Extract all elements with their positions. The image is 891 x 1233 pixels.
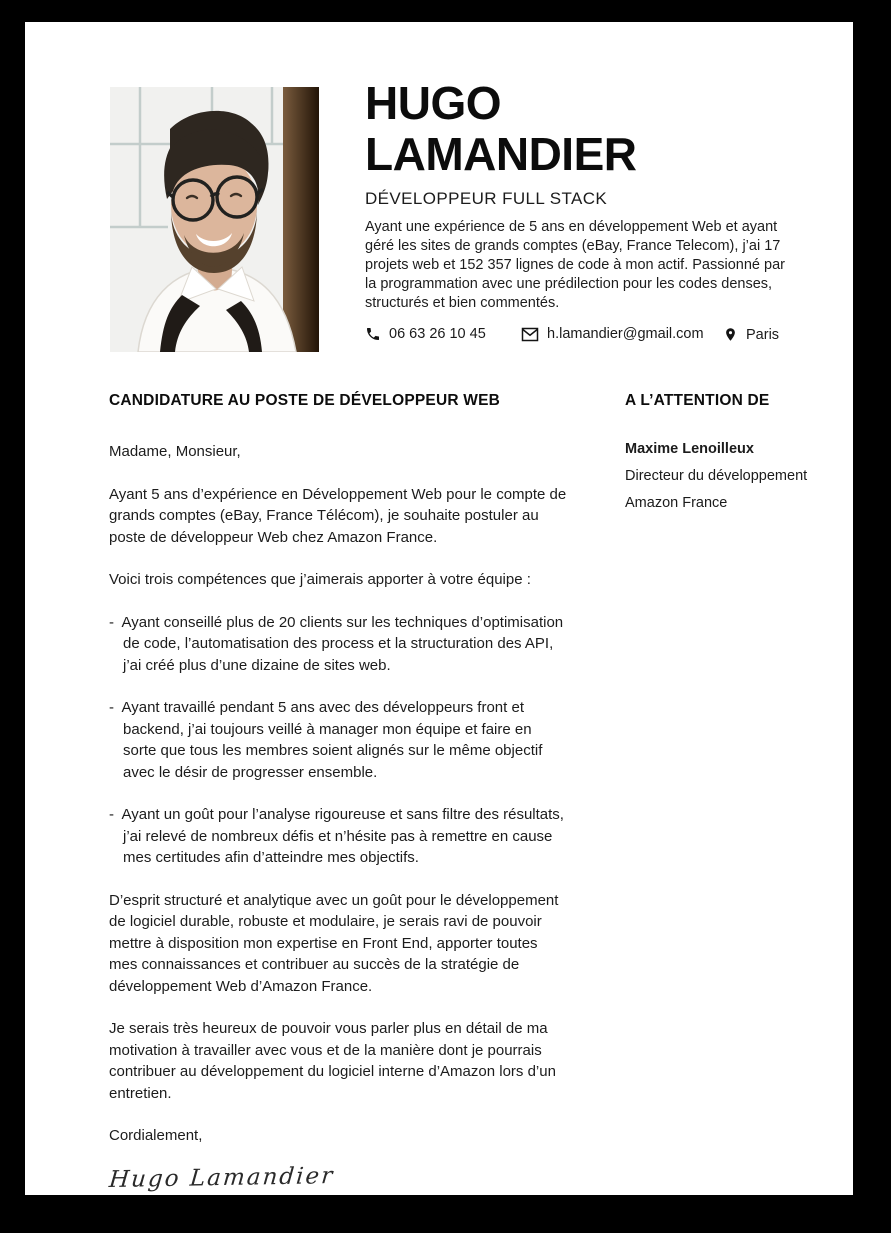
candidate-name — [365, 78, 825, 180]
bullet-item: - Ayant travaillé pendant 5 ans avec des développeurs front et backend, j’ai toujours veillé à manager mon équipe et faire en sorte que tous les membres soient alignés sur le même objectif avec le désir de progresser ensemble. — [109, 697, 567, 783]
profile-photo — [110, 87, 319, 352]
recipient-company: Amazon France — [625, 495, 728, 511]
portrait-illustration — [110, 87, 319, 352]
bullet-item: - Ayant conseillé plus de 20 clients sur les techniques d’optimisation de code, l’automatisation des process et la structuration des API, j’ai créé plus d’une dizaine de sites web. — [109, 612, 567, 677]
salutation: Madame, Monsieur, — [109, 443, 241, 460]
letter-body — [109, 441, 567, 1193]
location-text: Paris — [746, 326, 780, 343]
signoff: Cordialement, — [109, 1127, 203, 1144]
bullets-lead: Voici trois compétences que j’aimerais apporter à votre équipe : — [109, 571, 531, 588]
recipient-heading: A L’ATTENTION DE — [625, 392, 770, 409]
recipient-name: Maxime Lenoilleux — [625, 441, 754, 457]
paragraph-skills: D’esprit structuré et analytique avec un goût pour le développement de logiciel durable, robuste et modulaire, je serais ravi de pouvoir mettre à disposition mon expertise en Front End, apporter toutes mes connaissances et contribuer au succès de la stratégie de développement Web d’Amazon France. — [109, 891, 559, 995]
recipient-details — [625, 441, 835, 511]
letter-sheet — [25, 22, 853, 1195]
contact-phone — [365, 326, 486, 342]
paragraph-intro: Ayant 5 ans d’expérience en Développement Web pour le compte de grands comptes (eBay, France Télécom), je souhaite postuler au poste de développeur Web chez Amazon France. — [109, 485, 567, 546]
handwritten-signature: Hugo Lamandier — [107, 1162, 336, 1193]
recipient-column — [625, 392, 835, 511]
contact-location — [723, 326, 779, 343]
email-address: h.lamandier@gmail.com — [547, 326, 704, 342]
header-block — [365, 78, 825, 313]
envelope-icon — [521, 327, 539, 342]
letter-column — [109, 392, 567, 1193]
skills-bullet-list — [109, 612, 567, 869]
location-pin-icon — [723, 326, 738, 343]
phone-number: 06 63 26 10 45 — [389, 326, 486, 342]
letter-subject: CANDIDATURE AU POSTE DE DÉVELOPPEUR WEB — [109, 392, 501, 409]
phone-icon — [365, 326, 381, 342]
bullet-item: - Ayant un goût pour l’analyse rigoureuse et sans filtre des résultats, j’ai relevé de nombreux défis et n’hésite pas à remettre en cause mes certitudes afin d’atteindre mes objectifs. — [109, 804, 567, 869]
recipient-role: Directeur du développement — [625, 468, 808, 484]
job-title: DÉVELOPPEUR FULL STACK — [365, 189, 608, 208]
paragraph-closing: Je serais très heureux de pouvoir vous parler plus en détail de ma motivation à travailler avec vous et de la manière dont je pourrais contribuer au développement du logiciel interne d’Amazon lors d’un entretien. — [109, 1020, 556, 1102]
name-line-1: HUGO — [365, 77, 501, 129]
profile-summary: Ayant une expérience de 5 ans en développement Web et ayant géré les sites de grands comptes (eBay, France Telecom), j’ai 17 projets web et 152 357 lignes de code à mon actif. Passionné par la programmation avec une prédilection pour les codes denses, structurés et bien commentés. — [365, 219, 785, 311]
contact-email — [521, 326, 704, 342]
name-line-2: LAMANDIER — [365, 128, 637, 180]
